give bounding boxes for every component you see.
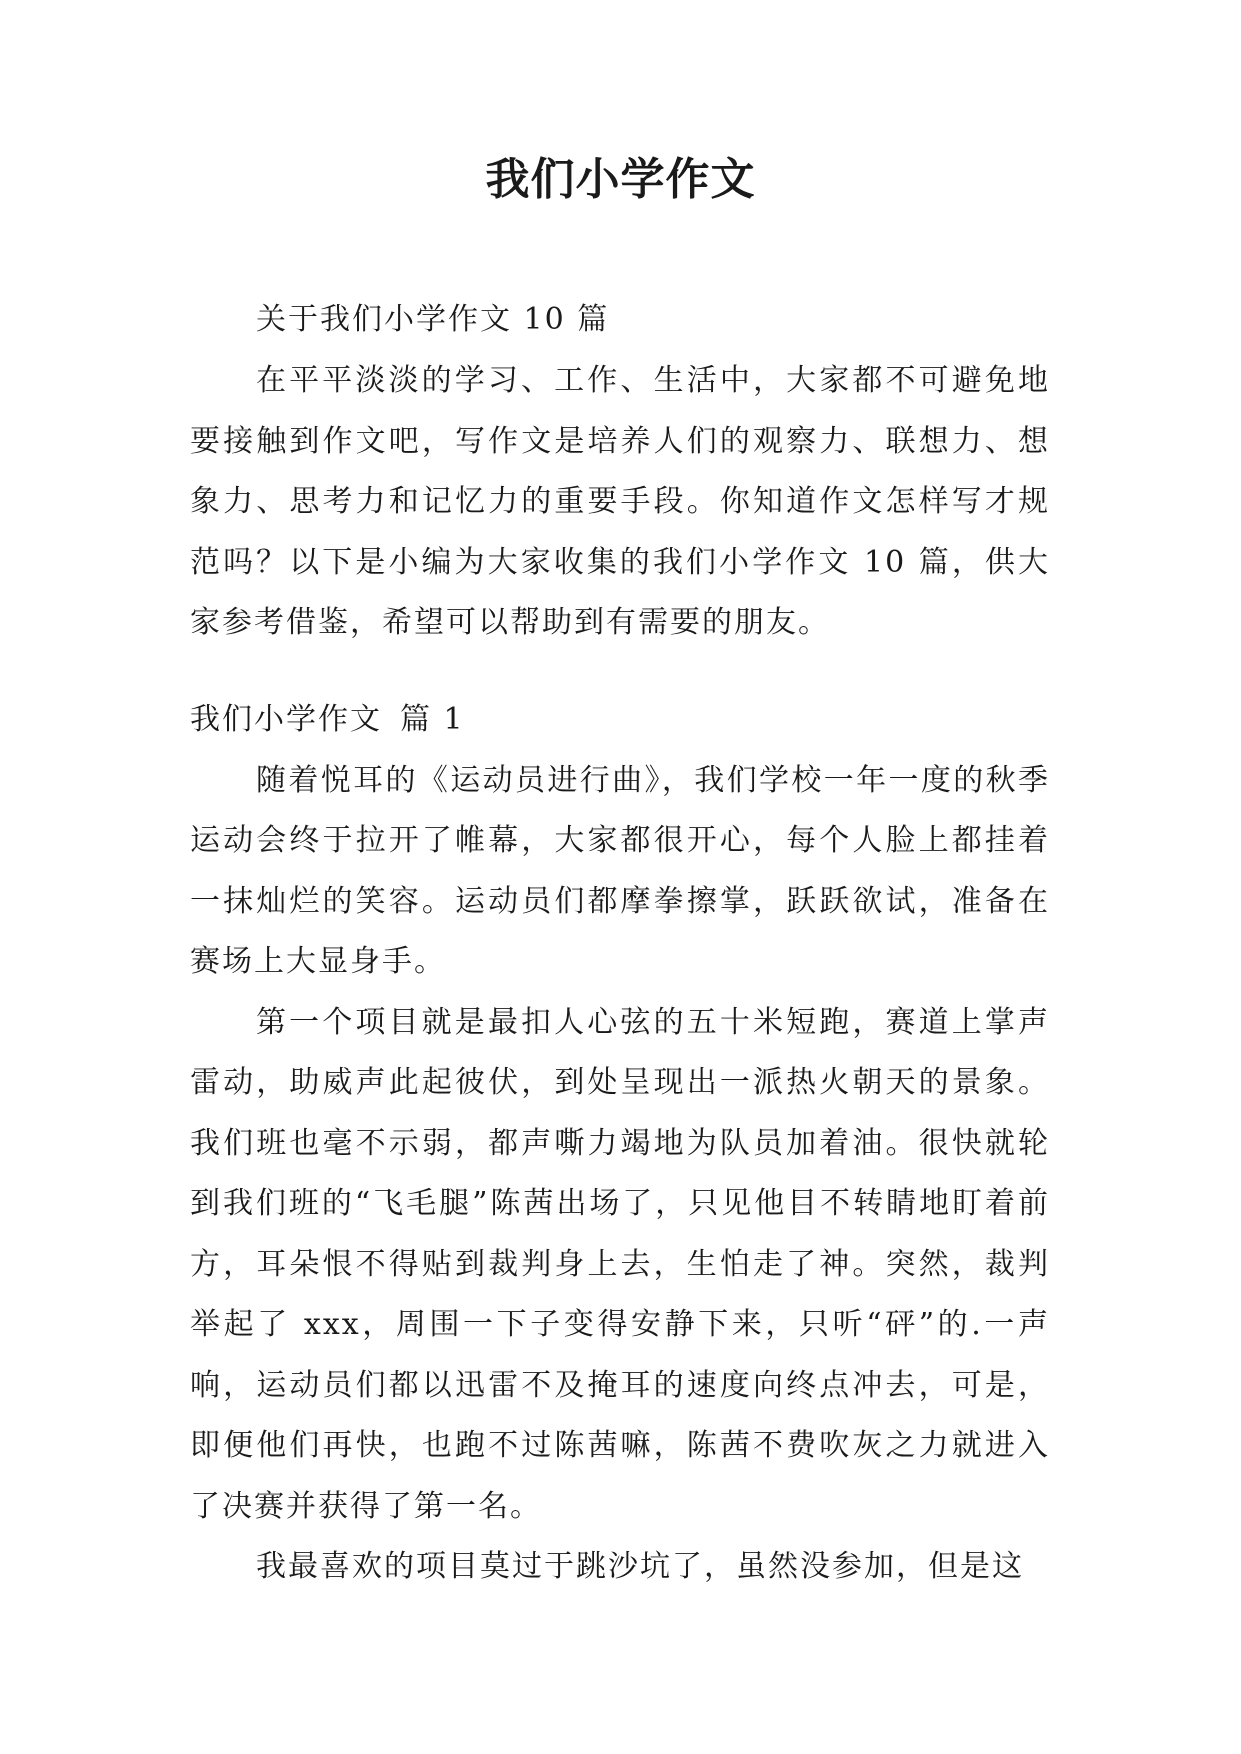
section-paragraph: 随着悦耳的《运动员进行曲》，我们学校一年一度的秋季运动会终于拉开了帷幕，大家都很开心，每个人脸上都挂着一抹灿烂的笑容。运动员们都摩拳擦掌，跃跃欲试，准备在赛场上大显身手。 [190,762,1050,979]
section-paragraph: 第一个项目就是最扣人心弦的五十米短跑，赛道上掌声雷动，助威声此起彼伏，到处呈现出一派热火朝天的景象。我们班也毫不示弱，都声嘶力竭地为队员加着油。很快就轮到我们班的“飞毛腿”陈茜出场了，只见他目不转睛地盯着前方，耳朵恨不得贴到裁判身上去，生怕走了神。突然，裁判举起了 xxx，周围一下子变得安静下来，只听“砰”的.一声响，运动员们都以迅雷不及掩耳的速度向终点冲去，可是，即便他们再快，也跑不过陈茜嘛，陈茜不费吹灰之力就进入了决赛并获得了第一名。 [190,1004,1050,1524]
intro-block [190,351,1050,654]
intro-paragraph: 在平平淡淡的学习、工作、生活中，大家都不可避免地要接触到作文吧，写作文是培养人们的观察力、联想力、想象力、思考力和记忆力的重要手段。你知道作文怎样写才规范吗？以下是小编为大家收集的我们小学作文 10 篇，供大家参考借鉴，希望可以帮助到有需要的朋友。 [190,363,1050,640]
document-title: 我们小学作文 [485,154,756,205]
subtitle-block [190,290,1050,351]
section-heading [190,690,1050,751]
section-heading-number: 篇 1 [400,702,465,737]
section-paragraph: 我最喜欢的项目莫过于跳沙坑了，虽然没参加，但是这 [256,1549,1024,1584]
document-subtitle: 关于我们小学作文 10 篇 [256,302,610,337]
section-heading-title: 我们小学作文 [190,702,382,737]
section-1 [190,690,1050,1598]
